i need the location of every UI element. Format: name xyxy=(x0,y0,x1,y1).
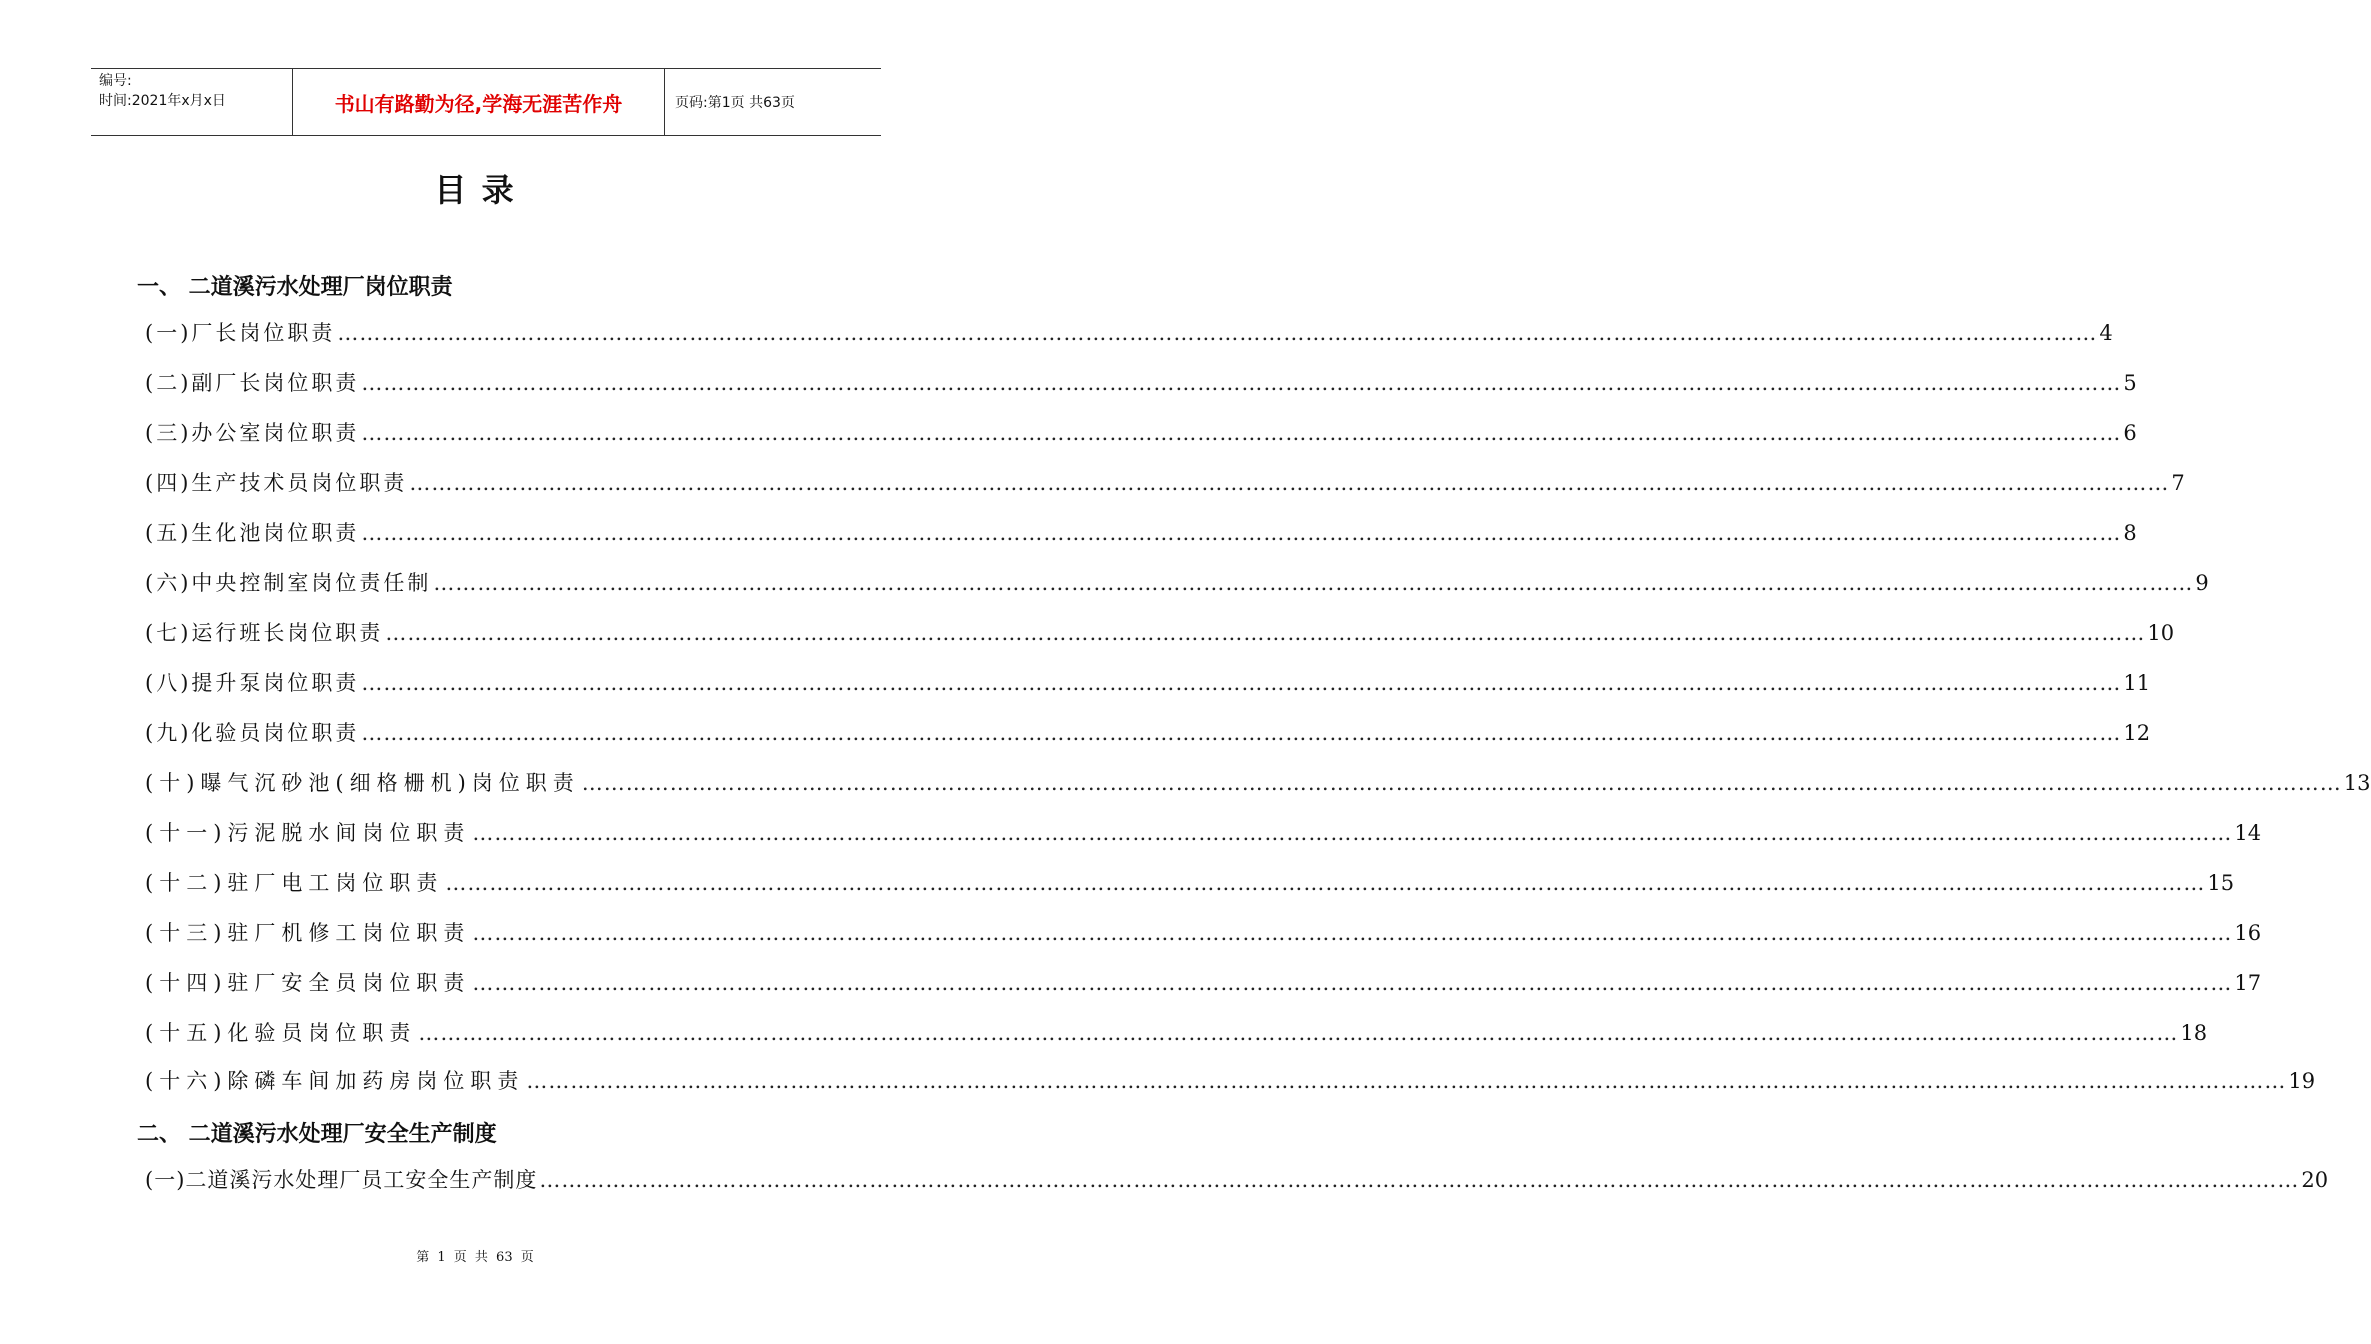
toc-item-page: 15 xyxy=(2207,871,2235,895)
toc-item[interactable] xyxy=(145,768,2371,798)
toc-item[interactable] xyxy=(145,368,2137,398)
toc-item-label: (三)办公室岗位职责 xyxy=(145,421,360,445)
toc-item-label: (二)副厂长岗位职责 xyxy=(145,371,360,395)
toc-item[interactable] xyxy=(145,418,2137,448)
toc-item-page: 13 xyxy=(2343,771,2371,795)
toc-item-label: (七)运行班长岗位职责 xyxy=(145,621,384,645)
page-header xyxy=(91,68,881,136)
toc-item-page: 18 xyxy=(2180,1021,2208,1045)
toc-item-label: (十四)驻厂安全员岗位职责 xyxy=(145,971,471,995)
section-heading: 二、 二道溪污水处理厂安全生产制度 xyxy=(137,1122,497,1147)
toc-leader-dots: …………………………………………………………………………………………………………………………………………………………………………………………………………………… xyxy=(472,971,2233,995)
toc-leader-dots: …………………………………………………………………………………………………………………………………………………………………………………………………………………… xyxy=(385,621,2146,645)
toc-item-page: 6 xyxy=(2123,421,2137,445)
toc-item-page: 5 xyxy=(2123,371,2137,395)
toc-item-label: (十五)化验员岗位职责 xyxy=(145,1021,417,1045)
toc-leader-dots: …………………………………………………………………………………………………………………………………………………………………………………………………………………… xyxy=(337,321,2098,345)
toc-leader-dots: …………………………………………………………………………………………………………………………………………………………………………………………………………………… xyxy=(361,721,2122,745)
toc-leader-dots: …………………………………………………………………………………………………………………………………………………………………………………………………………………… xyxy=(418,1021,2179,1045)
toc-leader-dots: …………………………………………………………………………………………………………………………………………………………………………………………………………………… xyxy=(433,571,2194,595)
toc-item-page: 9 xyxy=(2195,571,2209,595)
toc-item-page: 14 xyxy=(2234,821,2262,845)
header-page-info: 页码:第1页 共63页 xyxy=(675,95,795,111)
toc-leader-dots: …………………………………………………………………………………………………………………………………………………………………………………………………………………… xyxy=(361,521,2122,545)
toc-item-page: 4 xyxy=(2099,321,2113,345)
toc-leader-dots: …………………………………………………………………………………………………………………………………………………………………………………………………………………… xyxy=(472,921,2233,945)
toc-leader-dots: …………………………………………………………………………………………………………………………………………………………………………………………………………………… xyxy=(472,821,2233,845)
toc-item[interactable] xyxy=(145,1018,2208,1048)
toc-item-page: 19 xyxy=(2288,1069,2316,1093)
toc-item-label: (五)生化池岗位职责 xyxy=(145,521,360,545)
toc-item-page: 12 xyxy=(2123,721,2151,745)
header-meta xyxy=(91,69,293,135)
toc-item-label: (一)二道溪污水处理厂员工安全生产制度 xyxy=(145,1168,538,1192)
toc-item[interactable] xyxy=(145,868,2235,898)
header-motto: 书山有路勤为径,学海无涯苦作舟 xyxy=(293,69,665,135)
toc-item[interactable] xyxy=(145,618,2175,648)
toc-item[interactable] xyxy=(145,1066,2316,1096)
toc-item[interactable] xyxy=(145,318,2113,348)
toc-item[interactable] xyxy=(145,1165,2329,1195)
toc-leader-dots: …………………………………………………………………………………………………………………………………………………………………………………………………………………… xyxy=(539,1168,2300,1192)
toc-leader-dots: …………………………………………………………………………………………………………………………………………………………………………………………………………………… xyxy=(409,471,2170,495)
toc-leader-dots: …………………………………………………………………………………………………………………………………………………………………………………………………………………… xyxy=(445,871,2206,895)
toc-item-page: 7 xyxy=(2171,471,2185,495)
toc-item-page: 16 xyxy=(2234,921,2262,945)
toc-item[interactable] xyxy=(145,468,2185,498)
toc-item-page: 20 xyxy=(2301,1168,2329,1192)
toc-item-label: (四)生产技术员岗位职责 xyxy=(145,471,408,495)
time-label: 时间:2021年x月x日 xyxy=(99,93,226,109)
toc-item[interactable] xyxy=(145,718,2151,748)
toc-item-page: 17 xyxy=(2234,971,2262,995)
toc-item[interactable] xyxy=(145,968,2262,998)
toc-item-label: (六)中央控制室岗位责任制 xyxy=(145,571,432,595)
toc-item[interactable] xyxy=(145,918,2262,948)
toc-leader-dots: …………………………………………………………………………………………………………………………………………………………………………………………………………………… xyxy=(361,421,2122,445)
section-heading: 一、 二道溪污水处理厂岗位职责 xyxy=(137,275,453,300)
toc-item-label: (一)厂长岗位职责 xyxy=(145,321,336,345)
toc-item-label: (九)化验员岗位职责 xyxy=(145,721,360,745)
toc-leader-dots: …………………………………………………………………………………………………………………………………………………………………………………………………………………… xyxy=(361,671,2122,695)
toc-item-label: (十二)驻厂电工岗位职责 xyxy=(145,871,444,895)
toc-leader-dots: …………………………………………………………………………………………………………………………………………………………………………………………………………………… xyxy=(581,771,2342,795)
toc-item-label: (十六)除磷车间加药房岗位职责 xyxy=(145,1069,525,1093)
toc-item[interactable] xyxy=(145,518,2137,548)
toc-item[interactable] xyxy=(145,568,2209,598)
toc-leader-dots: …………………………………………………………………………………………………………………………………………………………………………………………………………………… xyxy=(361,371,2122,395)
toc-item[interactable] xyxy=(145,668,2151,698)
toc-item[interactable] xyxy=(145,818,2262,848)
toc-item-label: (十三)驻厂机修工岗位职责 xyxy=(145,921,471,945)
toc-item-page: 11 xyxy=(2123,671,2151,695)
page-footer: 第 1 页 共 63 页 xyxy=(416,1250,534,1265)
page-title: 目 录 xyxy=(434,171,516,209)
toc-item-label: (八)提升泵岗位职责 xyxy=(145,671,360,695)
toc-item-label: (十一)污泥脱水间岗位职责 xyxy=(145,821,471,845)
toc-leader-dots: …………………………………………………………………………………………………………………………………………………………………………………………………………………… xyxy=(526,1069,2287,1093)
toc-item-page: 10 xyxy=(2147,621,2175,645)
toc-item-page: 8 xyxy=(2123,521,2137,545)
toc-item-label: (十)曝气沉砂池(细格栅机)岗位职责 xyxy=(145,771,580,795)
number-label: 编号: xyxy=(99,73,132,89)
